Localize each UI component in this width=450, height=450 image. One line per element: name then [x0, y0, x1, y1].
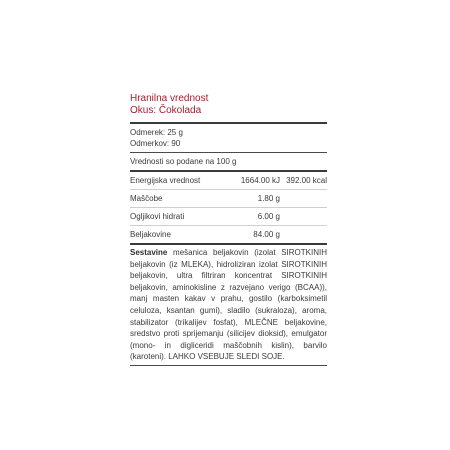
nutrient-value: 1.80 g: [257, 194, 280, 203]
divider: [130, 122, 327, 124]
nutrient-value-kcal: 392.00 kcal: [286, 176, 327, 185]
divider: [130, 365, 327, 366]
ingredients-label: Sestavine: [130, 248, 168, 257]
nutrient-name: Energijska vrednost: [130, 176, 201, 185]
nutrient-name: Maščobe: [130, 194, 163, 203]
divider: [130, 243, 327, 245]
flavor-title: Okus: Čokolada: [130, 105, 202, 116]
nutrient-row: [130, 226, 327, 243]
servings-count: Odmerkov: 90: [130, 139, 181, 148]
divider: [130, 152, 327, 153]
ingredients-text: [130, 247, 327, 363]
nutrient-row: [130, 190, 327, 207]
nutrient-value: 1664.00 kJ: [240, 176, 280, 185]
nutrient-row: [130, 208, 327, 225]
nutrient-name: Ogljikovi hidrati: [130, 212, 185, 221]
nutrient-name: Beljakovine: [130, 230, 171, 239]
serving-size: Odmerek: 25 g: [130, 128, 183, 137]
ingredients-list: mešanica beljakovin (izolat SIROTKINIH beljakovin (iz MLEKA), hidroliziran izolat SIROTKINIH beljakovin, ultra filtriran koncentrat SIROTKINIH beljakovin, aminokisline z razvejano verigo (BCAA)), manj masten kakav v prahu, gostilo (karboksimetil celuloza, ksantan gumi), sladilo (sukraloza), aroma, stabilizator (trikalijev fosfat), MLEČNE beljakovine, sredstvo proti sprijemanju (silicijev dioksid), emulgator (mono- in digliceridi maščobnih kislin), barvilo (karoteni). LAHKO VSEBUJE SLEDI SOJE.: [130, 248, 327, 362]
nutrient-value: 6.00 g: [257, 212, 280, 221]
nutrient-row: [130, 172, 327, 189]
nutrient-value: 84.00 g: [253, 230, 280, 239]
panel-title: Hranilna vrednost: [130, 93, 209, 104]
nutrition-panel: [130, 93, 327, 366]
values-basis: Vrednosti so podane na 100 g: [130, 157, 237, 166]
